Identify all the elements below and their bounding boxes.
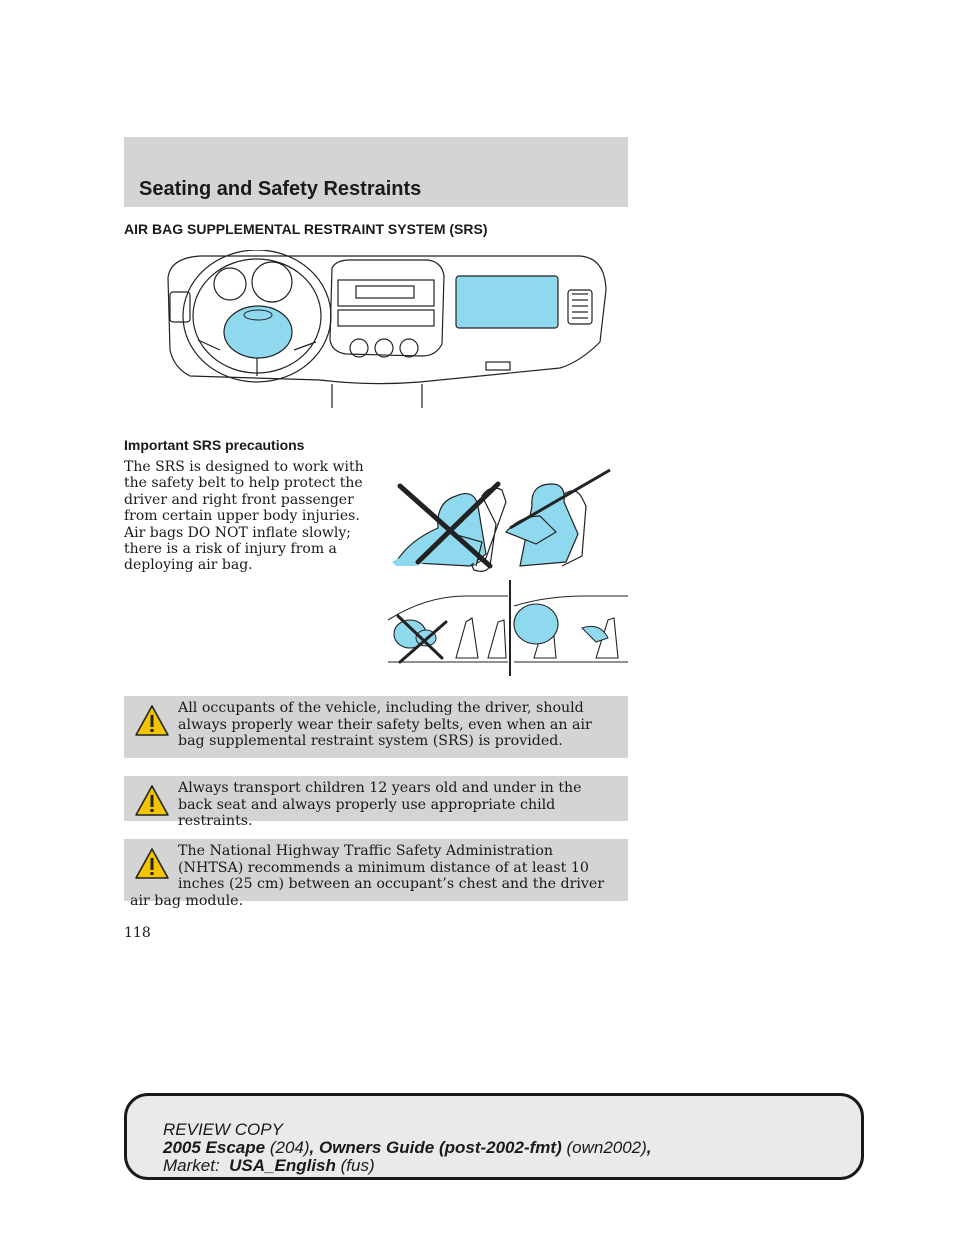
warning-text: Always transport children 12 years old and under in the back seat and always properly use appropriate child restraints. [178, 780, 582, 830]
warning-triangle-icon [134, 847, 170, 881]
footer-model-line: 2005 Escape (204), Owners Guide (post-2002-fmt) (own2002), [163, 1138, 652, 1157]
page-number: 118 [124, 925, 151, 941]
dashboard-illustration [160, 250, 612, 408]
precautions-subheading: Important SRS precautions [124, 437, 305, 453]
occupant-position-illustration [386, 462, 630, 678]
warning-box-safety-belts [124, 696, 628, 758]
footer-market-line: Market: USA_English (fus) [163, 1156, 375, 1175]
warning-text: All occupants of the vehicle, including the driver, should always properly wear their safety belts, even when an air bag supplemental restraint system (SRS) is provided. [178, 700, 592, 750]
review-copy-footer [124, 1093, 864, 1180]
warning-triangle-icon [134, 704, 170, 738]
srs-body-text: The SRS is designed to work with the safety belt to help protect the driver and right front passenger from certain upper body injuries. Air bags DO NOT inflate slowly; there is a risk of injury from a deploying air bag. [124, 459, 364, 574]
warning-text: The National Highway Traffic Safety Administration (NHTSA) recommends a minimum distance of at least 10 inches (25 cm) between an occupant’s chest and the driver air bag module. [130, 843, 605, 909]
warning-triangle-icon [134, 784, 170, 818]
warning-box-nhtsa-distance [124, 839, 628, 909]
srs-heading: AIR BAG SUPPLEMENTAL RESTRAINT SYSTEM (SRS) [124, 221, 488, 237]
warning-box-children [124, 776, 628, 830]
footer-review-line: REVIEW COPY [163, 1120, 283, 1139]
section-title: Seating and Safety Restraints [139, 178, 422, 200]
